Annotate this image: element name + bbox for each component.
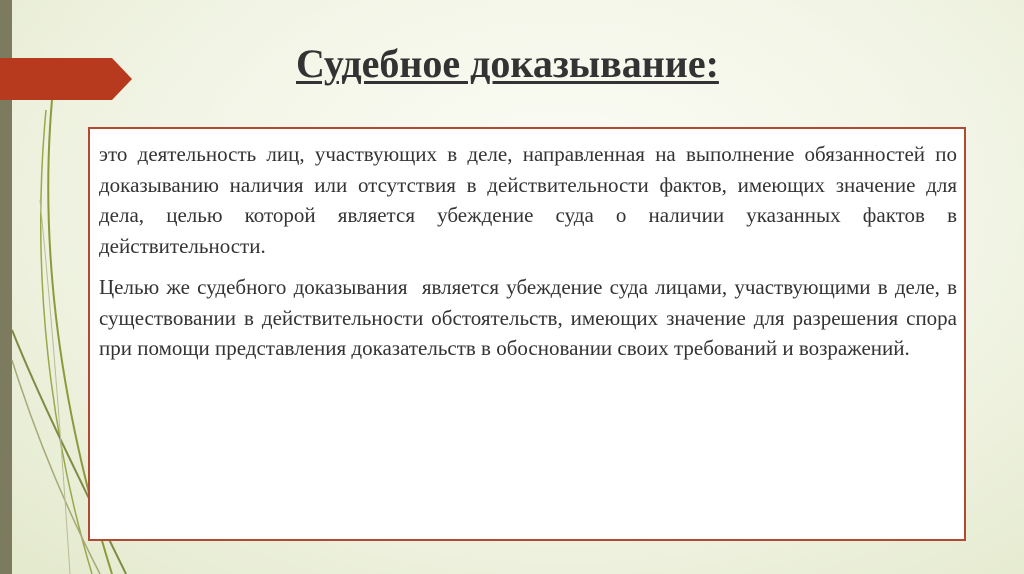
purpose-paragraph: Целью же судебного доказывания является убеждение суда лицами, участвующими в деле, в существовании в действительности обстоятельств, имеющих значение для разрешения спора при помощи представления доказательств в обосновании своих требований и возражений.: [99, 275, 963, 360]
definition-paragraph: это деятельность лиц, участвующих в деле, направленная на выполнение обязанностей по доказыванию наличия или отсутствия в действительности фактов, имеющих значение для дела, целью которой является убеждение суда о наличии указанных фактов в действительности.: [99, 142, 963, 258]
slide-title: Судебное доказывание:: [296, 41, 719, 86]
title-flag-marker: [0, 58, 132, 100]
content-box: [88, 127, 966, 541]
